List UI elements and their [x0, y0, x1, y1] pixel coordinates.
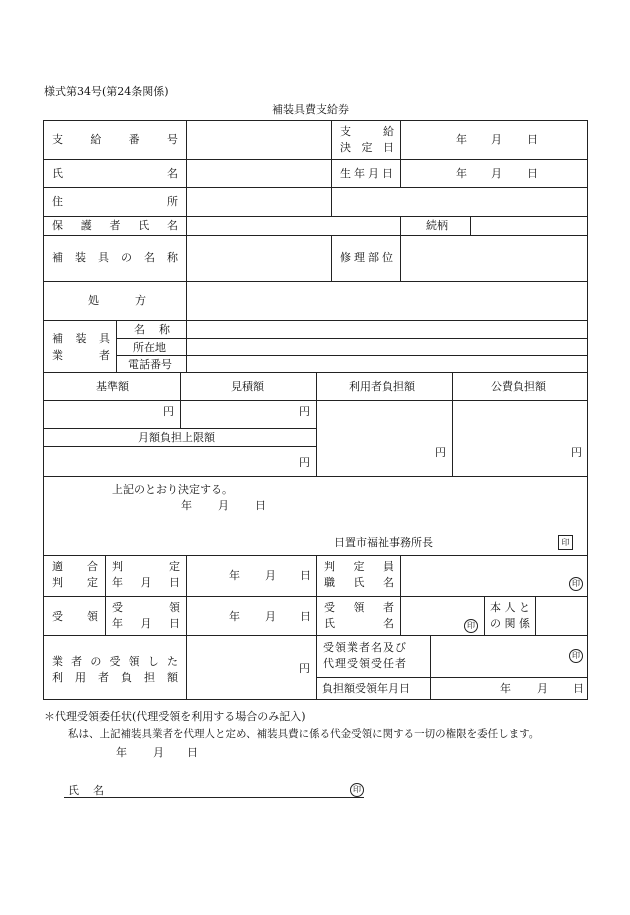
receipt-year: 年 [229, 610, 240, 623]
burden-month: 月 [537, 682, 548, 695]
label-vendor-address: 所在地 [133, 341, 166, 354]
label-hosougu-meisho: 補 装 具 の 名 称 [52, 251, 178, 264]
label-vendor-burden-1: 業 者 の 受 領 し た [52, 655, 178, 668]
yen-monthly-limit: 円 [299, 456, 310, 469]
yen-mitsumorigaku: 円 [299, 405, 310, 418]
label-hantei-1: 判 定 [112, 560, 180, 573]
decision-month: 月 [218, 499, 229, 512]
date-birth-month: 月 [491, 167, 502, 180]
judgment-year: 年 [229, 569, 240, 582]
label-gyosha-1: 補 装 具 [52, 332, 110, 345]
header-riyosha-futan: 利用者負担額 [349, 380, 415, 393]
form-title: 補装具費支給券 [272, 103, 349, 116]
header-kijungaku: 基準額 [96, 380, 129, 393]
receipt-day: 日 [300, 610, 311, 623]
label-jusho: 住 所 [52, 195, 178, 208]
vendor-seal-icon: 印 [569, 649, 583, 663]
label-vendor-name-1: 受領業者名及び [323, 641, 407, 654]
proxy-body: 私は、上記補装具業者を代理人と定め、補装具費に係る代金受領に関する一切の権限を委任します。 [68, 728, 540, 740]
proxy-name-label: 氏 名 [68, 784, 104, 797]
label-tekigo-2: 判 定 [52, 576, 98, 589]
form-number: 様式第34号(第24条関係) [44, 85, 169, 98]
decision-text: 上記のとおり決定する。 [112, 483, 233, 496]
header-mitsumorigaku: 見積額 [231, 380, 264, 393]
label-relation-2: の 関 係 [490, 617, 530, 630]
proxy-year: 年 [116, 746, 127, 759]
label-juryo-date-2: 年 月 日 [112, 617, 180, 630]
yen-vendor-burden: 円 [299, 662, 310, 675]
label-seinengappi: 生年月日 [340, 167, 396, 180]
proxy-title: ＊代理受領委任状(代理受領を利用する場合のみ記入) [44, 710, 306, 723]
burden-day: 日 [573, 682, 584, 695]
decision-year: 年 [181, 499, 192, 512]
label-staff-2: 職 氏 名 [324, 576, 394, 589]
date-birth-day: 日 [527, 167, 538, 180]
proxy-seal-icon: 印 [350, 783, 364, 797]
label-shikyu-bango: 支 給 番 号 [52, 133, 178, 146]
label-receiver-1: 受 領 者 [324, 601, 394, 614]
label-vendor-name-2: 代理受領受任者 [323, 657, 407, 670]
label-monthly-limit: 月額負担上限額 [138, 431, 215, 444]
date-birth-year: 年 [456, 167, 467, 180]
receiver-seal-icon: 印 [464, 619, 478, 633]
yen-kohi-futan: 円 [571, 446, 582, 459]
proxy-day: 日 [187, 746, 198, 759]
header-kohi-futan: 公費負担額 [491, 380, 546, 393]
label-shikyu-kettei-2: 決 定 日 [340, 141, 394, 154]
label-relation-1: 本 人 と [490, 601, 530, 614]
date-shikyu-year: 年 [456, 133, 467, 146]
decision-day: 日 [255, 499, 266, 512]
yen-kijungaku: 円 [163, 405, 174, 418]
proxy-name-line [64, 797, 364, 798]
label-zokugara: 続柄 [426, 219, 448, 232]
judgment-day: 日 [300, 569, 311, 582]
label-shikyu-kettei-1: 支 給 [340, 125, 394, 138]
label-vendor-tel: 電話番号 [128, 358, 172, 371]
yen-riyosha-futan: 円 [435, 446, 446, 459]
label-hogosha: 保 護 者 氏 名 [52, 219, 178, 232]
label-vendor-name: 名 称 [134, 323, 170, 336]
decision-signer: 日置市福祉事務所長 [334, 536, 433, 549]
label-juryo-date-1: 受 領 [112, 601, 180, 614]
label-juryo: 受 領 [52, 610, 98, 623]
judgment-month: 月 [265, 569, 276, 582]
burden-year: 年 [500, 682, 511, 695]
date-shikyu-day: 日 [527, 133, 538, 146]
label-tekigo-1: 適 合 [52, 560, 98, 573]
office-seal-icon: 印 [558, 535, 573, 550]
label-hantei-2: 年 月 日 [112, 576, 180, 589]
date-shikyu-month: 月 [491, 133, 502, 146]
proxy-month: 月 [153, 746, 164, 759]
label-shuri-bui: 修理部位 [340, 251, 396, 264]
label-burden-date: 負担額受領年月日 [322, 682, 410, 695]
label-receiver-2: 氏 名 [324, 617, 394, 630]
label-shimei: 氏 名 [52, 167, 178, 180]
receipt-month: 月 [265, 610, 276, 623]
label-vendor-burden-2: 利 用 者 負 担 額 [52, 671, 178, 684]
label-staff-1: 判 定 員 [324, 560, 394, 573]
label-shoho: 処 方 [88, 294, 146, 307]
staff-seal-icon: 印 [569, 577, 583, 591]
label-gyosha-2: 業 者 [52, 349, 110, 362]
